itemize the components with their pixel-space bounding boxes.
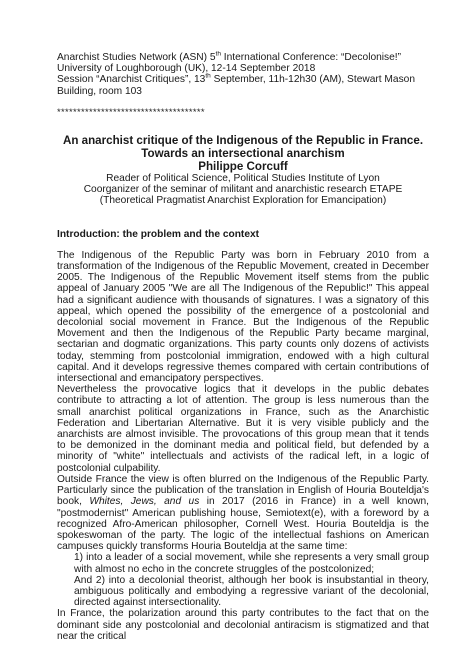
ordinal-suffix: th xyxy=(205,73,211,81)
document-page xyxy=(57,52,429,642)
list-item: And 2) into a decolonial theorist, although her book is insubstantial in theory, ambiguous politically and embodying a regressive variant of the decolonial, directed against intersectionality. xyxy=(74,574,429,609)
affiliation-line-1: Reader of Political Science, Political Studies Institute of Lyon xyxy=(106,173,380,185)
conference-name: Anarchist Studies Network (ASN) 5 xyxy=(57,52,216,63)
session-line xyxy=(57,74,429,96)
author-name: Philippe Corcuff xyxy=(198,160,288,174)
separator-line: ************************************* xyxy=(57,106,205,118)
title-line-2: Towards an intersectional anarchism xyxy=(141,147,345,161)
body-text xyxy=(57,250,429,642)
paragraph-2: Nevertheless the provocative logics that it develops in the public debates contribute to attracting a lot of attention. The group is less numerous than the small anarchist political organizations in France, such as the Anarchistic Federation and Libertarian Alternative. But it is very visible publicly and the anarchists are almost invisible. The provocations of this group mean that it tends to be demonized in the dominant media and political field, but defended by a minority of "white" intellectuals and activists of the radical left, in a logic of postcolonial culpability. xyxy=(57,384,429,474)
conference-line xyxy=(57,52,429,63)
title-line-1: An anarchist critique of the Indigenous of the Republic in France. xyxy=(62,134,424,148)
session-time-place: September, 11h-12h30 (AM), Stewart Mason Building, room 103 xyxy=(57,74,416,97)
paragraph-3-end: in 2017 (2016 in France) in a well known, "postmodernist" American publishing house, Semiotext(e), with a foreword by a recognized Afro-American philosopher, Cornell West. Houria Bouteldja is the spokeswoman of the party. The logic of the intellectual fashions on American campuses quickly transforms Houria Bouteldja at the same time: xyxy=(57,496,429,553)
paragraph-1: The Indigenous of the Republic Party was born in February 2010 from a transformation of the Indigenous of the Republic Movement, created in December 2005. The Indigenous of the Republic Movement itself stems from the public appeal of January 2005 "We are all The Indigenous of the Republic!" This appeal had a significant audience with thousands of signatures. I was a signatory of this appeal, which opened the possibility of the emergence of a postcolonial and decolonial social movement in France. But the Indigenous of the Republic Movement and then the Indigenous of the Republic Party became marginal, sectarian and dogmatic organizations. This party counts only dozens of activists today, stemming from postcolonial immigration, endowed with a high cultural capital. And it develops regressive themes compared with certain contributions of intersectional and emancipatory perspectives. xyxy=(57,249,429,385)
conference-header xyxy=(57,52,429,97)
author-affiliation xyxy=(57,173,429,207)
paper-title xyxy=(57,134,429,173)
session-name: Session “Anarchist Critiques”, 13 xyxy=(57,74,206,86)
list-item: 1) into a leader of a social movement, while she represents a very small group with almost no echo in the concrete struggles of the postcolonized; xyxy=(74,552,429,575)
venue-line: University of Loughborough (UK), 12-14 September 2018 xyxy=(57,63,316,75)
ordinal-suffix: th xyxy=(215,50,221,58)
affiliation-line-2: Coorganizer of the seminar of militant and anarchistic research ETAPE (Theoretical Pragmatist Anarchist Exploration for Emancipation) xyxy=(83,184,403,207)
conference-theme: International Conference: “Decolonise!” xyxy=(220,52,402,63)
book-title: Whites, Jews, and us xyxy=(89,496,200,508)
paragraph-4: In France, the polarization around this party contributes to the fact that on the dominant side any postcolonial and decolonial antiracism is stigmatized and that near the critical xyxy=(57,608,429,642)
paragraph-3 xyxy=(57,474,429,552)
points-list xyxy=(57,552,429,608)
section-heading: Introduction: the problem and the context xyxy=(57,228,260,240)
paragraph-3-start: Outside France the view is often blurred on the Indigenous of the Republic Party. Particularly since the publication of the translation in English of Houria Bouteldja's book, xyxy=(57,473,429,508)
